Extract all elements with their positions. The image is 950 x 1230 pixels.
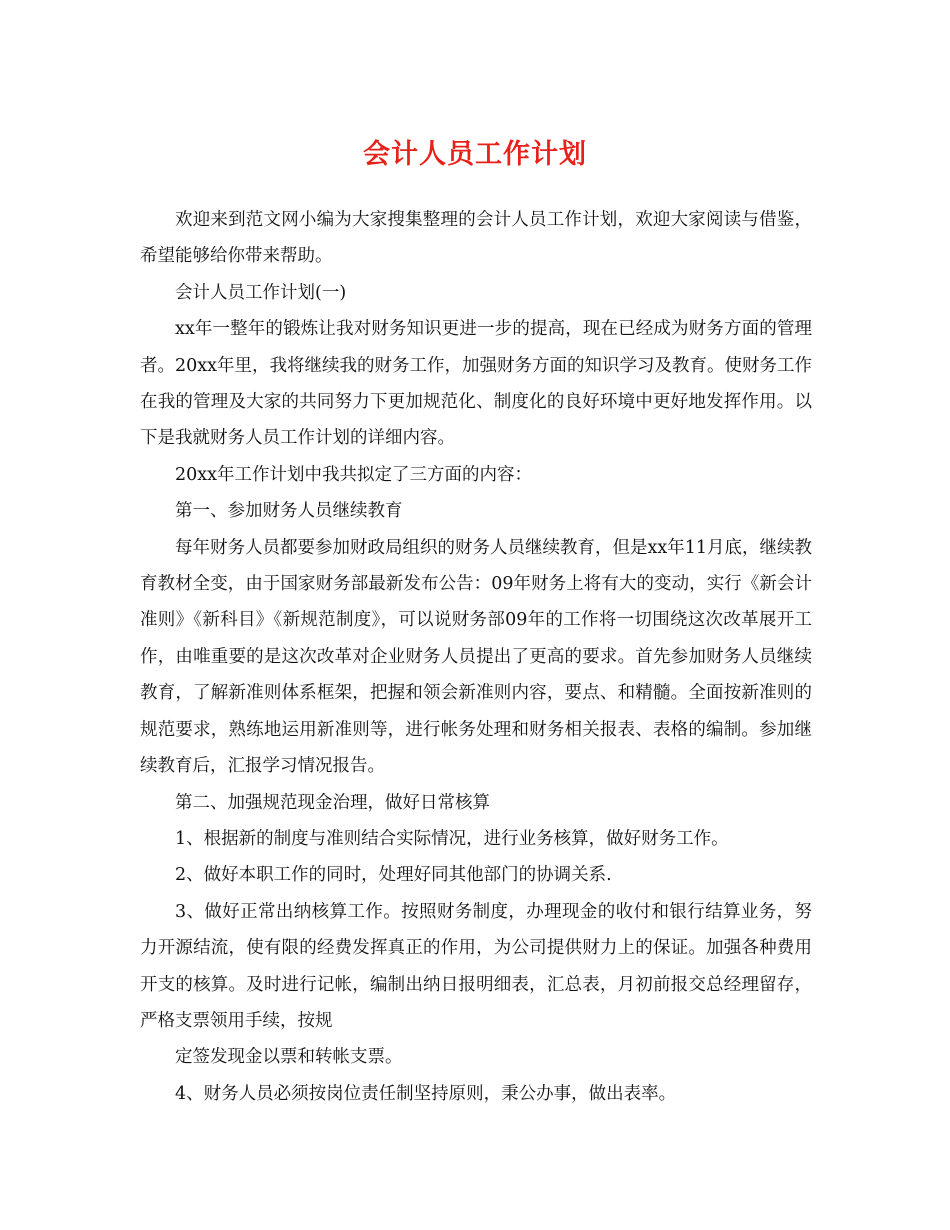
paragraph-plan-intro: 20xx年工作计划中我共拟定了三方面的内容： — [175, 464, 533, 485]
paragraph-item-3: 3、做好正常出纳核算工作。按照财务制度，办理现金的收付和银行结算业务，努力开源结流，使有限的经费发挥真正的作用，为公司提供财力上的保证。加强各种费用开支的核算。及时进行记帐，编制出纳日报明细表，汇总表，月初前报交总经理留存，严格支票领用手续，按规 — [140, 901, 812, 1031]
paragraph-item-4: 4、财务人员必须按岗位责任制坚持原则，秉公办事，做出表率。 — [175, 1083, 677, 1104]
document-body — [140, 202, 812, 1112]
paragraph-item-2: 2、做好本职工作的同时，处理好同其他部门的协调关系. — [175, 865, 612, 886]
paragraph-heading-first: 第一、参加财务人员继续教育 — [175, 501, 403, 522]
paragraph-education: 每年财务人员都要参加财政局组织的财务人员继续教育，但是xx年11月底，继续教育教材全变，由于国家财务部最新发布公告：09年财务上将有大的变动，实行《新会计准则》《新科目》《新规范制度》，可以说财务部09年的工作将一切围绕这次改革展开工作，由唯重要的是这次改革对企业财务人员提出了更高的要求。首先参加财务人员继续教育，了解新准则体系框架，把握和领会新准则内容，要点、和精髓。全面按新准则的规范要求，熟练地运用新准则等，进行帐务处理和财务相关报表、表格的编制。参加继续教育后，汇报学习情况报告。 — [140, 537, 813, 777]
paragraph-intro: 欢迎来到范文网小编为大家搜集整理的会计人员工作计划，欢迎大家阅读与借鉴，希望能够给你带来帮助。 — [140, 210, 812, 267]
paragraph-item-1: 1、根据新的制度与准则结合实际情况，进行业务核算，做好财务工作。 — [175, 828, 729, 849]
document-title: 会计人员工作计划 — [363, 139, 587, 170]
paragraph-item-3-continued: 定签发现金以票和转帐支票。 — [175, 1047, 403, 1068]
paragraph-section-heading: 会计人员工作计划(一) — [175, 282, 347, 303]
paragraph-heading-second: 第二、加强规范现金治理，做好日常核算 — [175, 792, 490, 813]
paragraph-overview: xx年一整年的锻炼让我对财务知识更进一步的提高，现在已经成为财务方面的管理者。20xx年里，我将继续我的财务工作，加强财务方面的知识学习及教育。使财务工作在我的管理及大家的共同努力下更加规范化、制度化的良好环境中更好地发挥作用。以下是我就财务人员工作计划的详细内容。 — [140, 319, 813, 449]
